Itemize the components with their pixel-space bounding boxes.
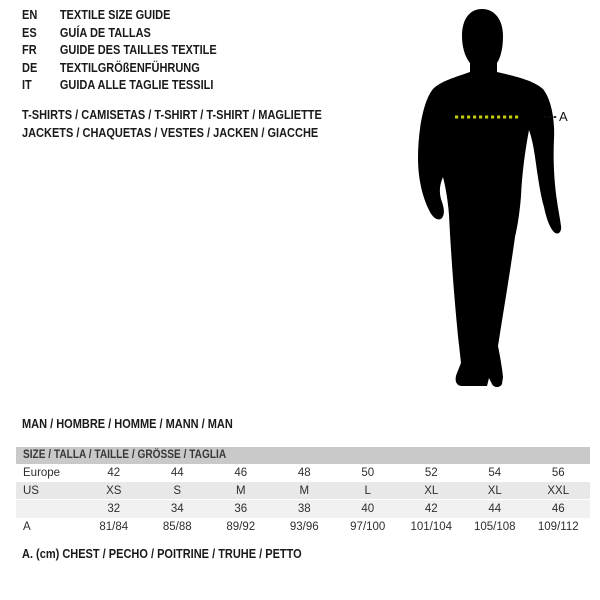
category-jackets: JACKETS / CHAQUETAS / VESTES / JACKEN / GIACCHE: [22, 126, 319, 140]
language-list: [22, 7, 217, 95]
language-title: GUÍA DE TALLAS: [59, 25, 151, 40]
row-label: [16, 500, 82, 518]
size-cell: 42: [107, 467, 121, 479]
row-label: A: [23, 521, 31, 533]
category-tshirts: T-SHIRTS / CAMISETAS / T-SHIRT / T-SHIRT / MAGLIETTE: [22, 108, 322, 122]
size-cell: 85/88: [162, 521, 192, 533]
table-row-us: [16, 482, 590, 500]
language-title: GUIDA ALLE TAGLIE TESSILI: [59, 78, 214, 92]
row-label: US: [23, 485, 39, 497]
language-row: [22, 7, 217, 25]
size-cell: 36: [234, 503, 248, 515]
size-cell: 97/100: [350, 521, 386, 533]
language-code: EN: [22, 8, 38, 22]
size-cell: 81/84: [99, 521, 129, 533]
size-cell: 46: [234, 467, 248, 479]
size-cell: XXL: [547, 485, 570, 497]
language-title: TEXTILGRÖßENFÜHRUNG: [59, 60, 200, 75]
size-cell: 56: [551, 467, 565, 479]
size-cell: 93/96: [289, 521, 319, 533]
table-row-numeric: [16, 500, 590, 518]
language-row: [22, 25, 217, 43]
size-cell: S: [173, 485, 182, 497]
row-label: Europe: [23, 467, 61, 479]
garment-categories: [22, 106, 322, 142]
size-cell: XS: [106, 485, 122, 497]
table-row-europe: [16, 464, 590, 482]
size-cell: 109/112: [537, 521, 579, 533]
size-cell: 50: [361, 467, 375, 479]
man-silhouette: [418, 9, 561, 387]
language-code: IT: [22, 78, 32, 92]
size-cell: 32: [107, 503, 121, 515]
language-row: [22, 60, 217, 78]
size-cell: 44: [488, 503, 502, 515]
size-cell: 38: [297, 503, 311, 515]
size-cell: L: [364, 485, 371, 497]
language-row: [22, 77, 217, 95]
size-table: [16, 447, 590, 536]
table-row-chest-a: [16, 518, 590, 536]
size-cell: 34: [170, 503, 184, 515]
size-cell: XL: [424, 485, 439, 497]
size-cell: 105/108: [473, 521, 516, 533]
size-cell: M: [235, 485, 246, 497]
measurement-legend: A. (cm) CHEST / PECHO / POITRINE / TRUHE / PETTO: [22, 547, 302, 561]
language-code: FR: [22, 43, 37, 57]
man-silhouette-figure: [410, 0, 570, 400]
section-title-man: MAN / HOMBRE / HOMME / MANN / MAN: [22, 417, 233, 431]
language-code: ES: [22, 25, 37, 40]
language-row: [22, 42, 217, 60]
size-cell: 52: [424, 467, 438, 479]
size-cell: XL: [487, 485, 502, 497]
size-cell: 42: [424, 503, 438, 515]
size-cell: 44: [170, 467, 184, 479]
size-cell: M: [299, 485, 310, 497]
size-cell: 101/104: [410, 521, 453, 533]
size-table-header: [16, 447, 590, 464]
size-cell: 40: [361, 503, 375, 515]
measure-label-a: A: [559, 109, 568, 124]
size-cell: 46: [551, 503, 565, 515]
language-title: GUIDE DES TAILLES TEXTILE: [59, 43, 217, 57]
language-title: TEXTILE SIZE GUIDE: [59, 8, 171, 22]
size-table-header-label: SIZE / TALLA / TAILLE / GRÖSSE / TAGLIA: [23, 449, 227, 461]
size-cell: 89/92: [226, 521, 256, 533]
size-cell: 54: [488, 467, 502, 479]
size-cell: 48: [297, 467, 311, 479]
language-code: DE: [22, 60, 38, 75]
